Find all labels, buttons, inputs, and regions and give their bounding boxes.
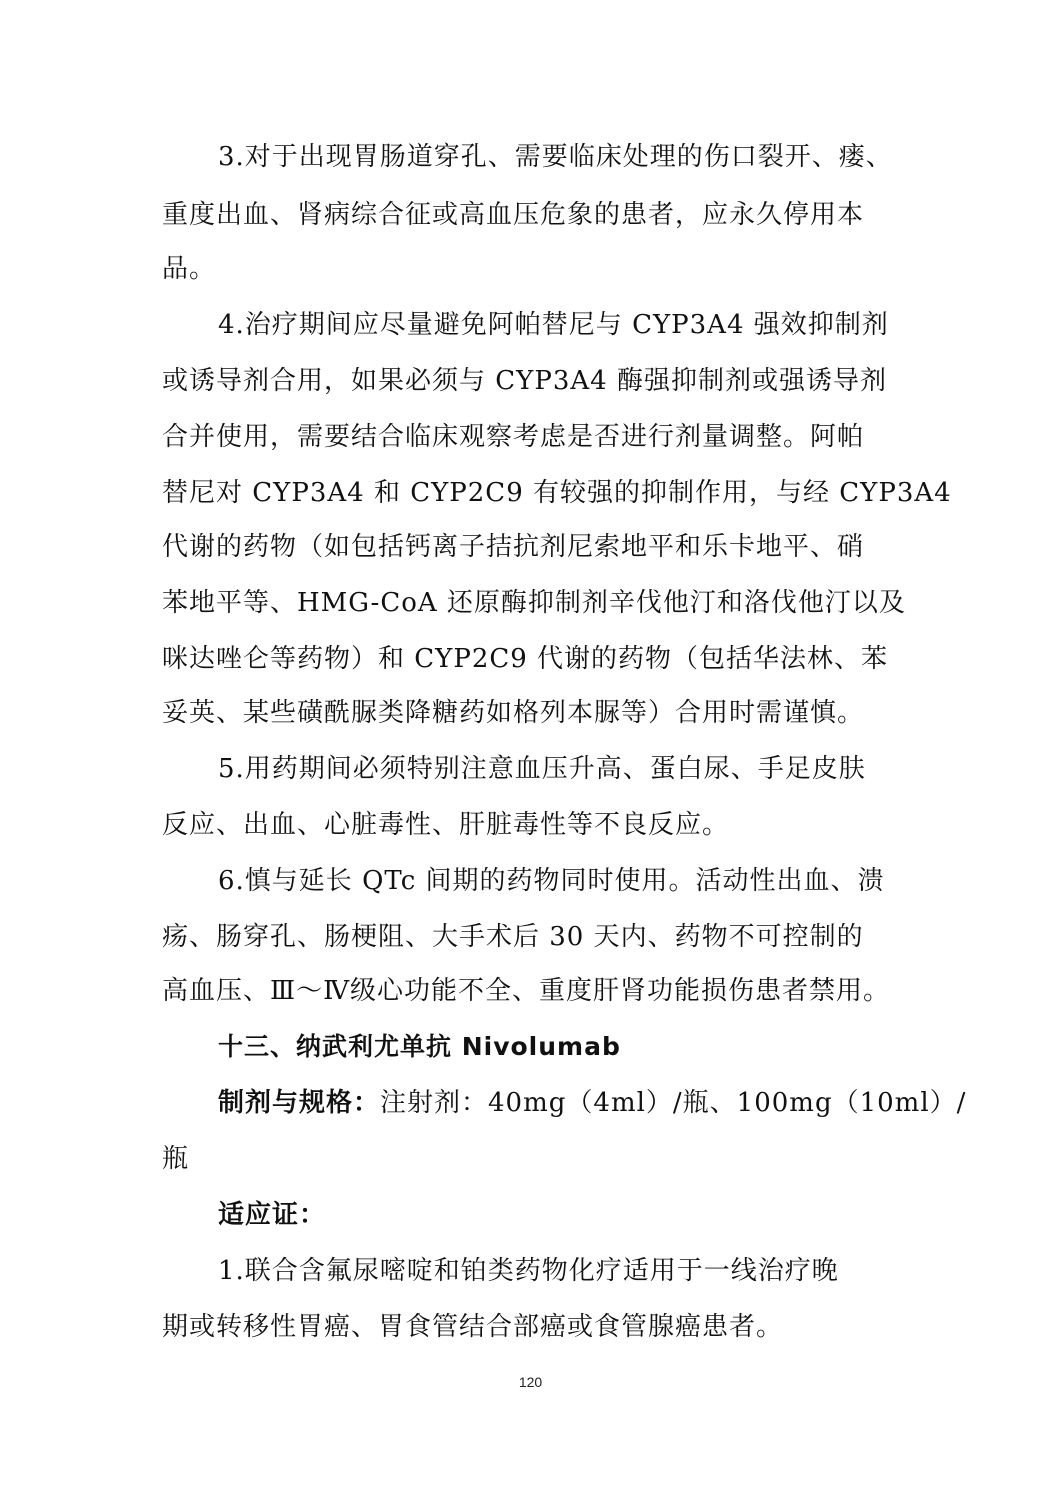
paragraph-5-line-1: 5.用药期间必须特别注意血压升高、蛋白尿、手足皮肤 xyxy=(218,754,866,784)
paragraph-4-line-2: 或诱导剂合用，如果必须与 CYP3A4 酶强抑制剂或强诱导剂 xyxy=(162,366,887,396)
paragraph-4-line-1: 4.治疗期间应尽量避免阿帕替尼与 CYP3A4 强效抑制剂 xyxy=(218,310,889,340)
paragraph-3-line-2: 重度出血、肾病综合征或高血压危象的患者，应永久停用本 xyxy=(162,200,865,230)
paragraph-4-line-6: 苯地平等、HMG-CoA 还原酶抑制剂辛伐他汀和洛伐他汀以及 xyxy=(162,588,906,618)
paragraph-4-line-3: 合并使用，需要结合临床观察考虑是否进行剂量调整。阿帕 xyxy=(162,422,865,452)
indication-1-line-2: 期或转移性胃癌、胃食管结合部癌或食管腺癌患者。 xyxy=(162,1312,784,1342)
indications-label: 适应证： xyxy=(218,1200,327,1230)
paragraph-3-line-1: 3.对于出现胃肠道穿孔、需要临床处理的伤口裂开、瘘、 xyxy=(218,142,893,172)
page-number: 120 xyxy=(518,1374,543,1390)
paragraph-4-line-7: 咪达唑仑等药物）和 CYP2C9 代谢的药物（包括华法林、苯 xyxy=(162,644,889,674)
paragraph-3-line-3: 品。 xyxy=(162,254,217,284)
paragraph-6-line-2: 疡、肠穿孔、肠梗阻、大手术后 30 天内、药物不可控制的 xyxy=(162,922,864,952)
paragraph-6-line-3: 高血压、Ⅲ～Ⅳ级心功能不全、重度肝肾功能损伤患者禁用。 xyxy=(162,976,891,1006)
formulation-line xyxy=(218,1088,966,1118)
indication-1-line-1: 1.联合含氟尿嘧啶和铂类药物化疗适用于一线治疗晚 xyxy=(218,1256,839,1286)
section-heading: 十三、纳武利尤单抗 Nivolumab xyxy=(218,1032,621,1061)
paragraph-5-line-2: 反应、出血、心脏毒性、肝脏毒性等不良反应。 xyxy=(162,810,730,840)
paragraph-4-line-8: 妥英、某些磺酰脲类降糖药如格列本脲等）合用时需谨慎。 xyxy=(162,698,865,728)
paragraph-4-line-5: 代谢的药物（如包括钙离子拮抗剂尼索地平和乐卡地平、硝 xyxy=(162,532,865,562)
formulation-continuation: 瓶 xyxy=(162,1144,190,1174)
paragraph-4-line-4: 替尼对 CYP3A4 和 CYP2C9 有较强的抑制作用，与经 CYP3A4 xyxy=(162,478,952,508)
paragraph-6-line-1: 6.慎与延长 QTc 间期的药物同时使用。活动性出血、溃 xyxy=(218,866,885,896)
formulation-text: 注射剂：40mg（4ml）/瓶、100mg（10ml）/ xyxy=(380,1088,967,1118)
formulation-label: 制剂与规格： xyxy=(218,1088,381,1118)
